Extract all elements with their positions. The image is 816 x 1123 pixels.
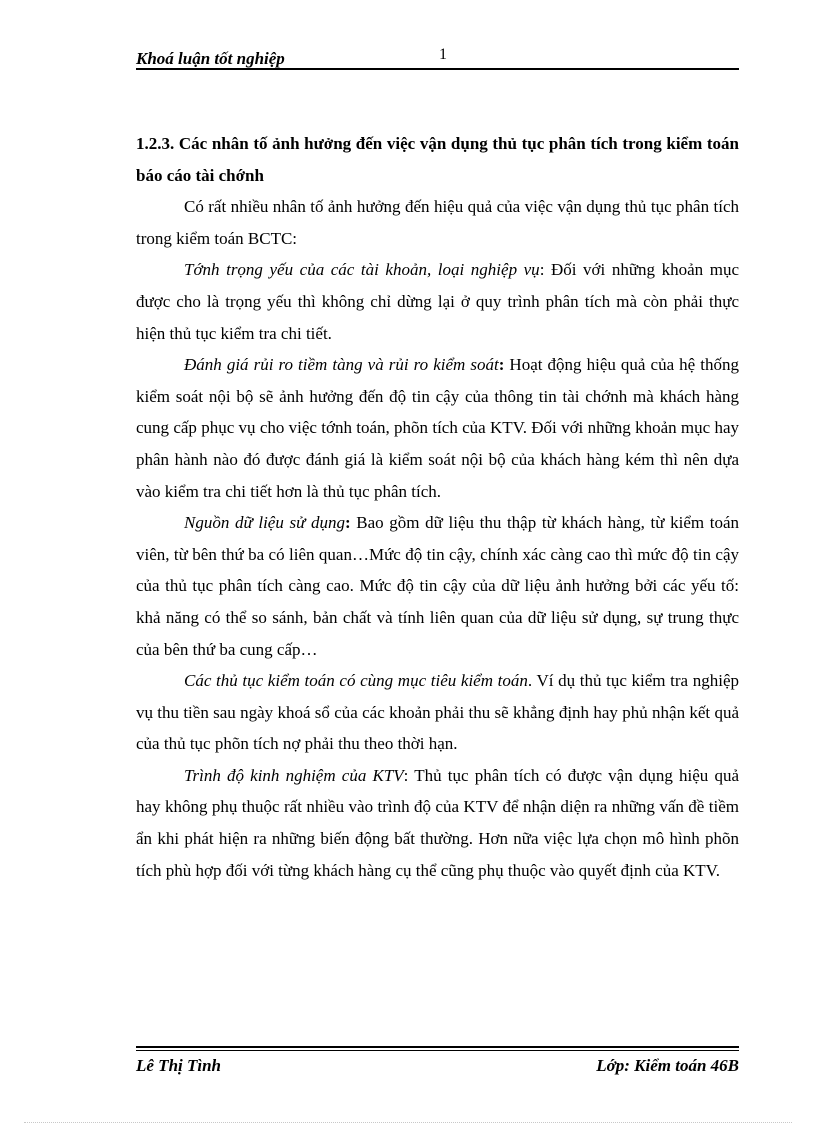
factor-text: Thủ tục phân tích có được vận dụng hiệu quả hay không phụ thuộc rất nhiều vào trình độ của KTV để nhận diện ra những vấn đề tiềm ẩn khi phát hiện ra những biến động bất thường. Hơn nữa việc lựa chọn mô hình phõn tích phù hợp đối với từng khách hàng cụ thể cũng phụ thuộc vào quyết định của KTV.	[136, 765, 739, 880]
factor-separator: :	[345, 513, 351, 533]
page-content	[136, 128, 739, 886]
factor-lead: Các thủ tục kiểm toán có cùng mục tiêu kiểm toán	[184, 671, 528, 691]
factor-lead: Trình độ kinh nghiệm của KTV	[184, 765, 404, 785]
factor-lead: Đánh giá rủi ro tiềm tàng và rủi ro kiểm soát	[184, 355, 499, 375]
factor-paragraph-data-source	[136, 507, 739, 665]
footer-class: Lớp: Kiểm toán 46B	[596, 1056, 739, 1075]
factor-text: Đối với những khoản mục được cho là trọng yếu thì không chỉ dừng lại ở quy trình phân tích mà còn phải thực hiện thủ tục kiểm tra chi tiết.	[136, 260, 739, 343]
factor-paragraph-materiality	[136, 254, 739, 349]
page-number: 1	[439, 46, 447, 63]
factor-text: Hoạt động hiệu quả của hệ thống kiểm soát nội bộ sẽ ảnh hưởng đến độ tin cậy của thông tin tài chớnh mà khách hàng cung cấp phục vụ cho việc tớnh toán, phõn tích của KTV. Đối với những khoản mục hay phân hành nào đó được đánh giá là kiểm soát nội bộ của khách hàng kém thì nên dựa vào kiểm tra chi tiết hơn là thủ tục phân tích.	[136, 355, 739, 501]
section-heading: 1.2.3. Các nhân tố ảnh hưởng đến việc vận dụng thủ tục phân tích trong kiểm toán báo cáo tài chớnh	[136, 134, 739, 185]
footer-rule	[136, 1046, 739, 1048]
header-rule	[136, 68, 739, 70]
factor-text: Bao gồm dữ liệu thu thập từ khách hàng, từ kiểm toán viên, từ bên thứ ba có liên quan…Mức độ tin cậy, chính xác càng cao thì mức độ tin cậy của thủ tục phân tích càng cao. Mức độ tin cậy của dữ liệu ảnh hưởng bởi các yếu tố: khả năng có thể so sánh, bản chất và tính liên quan của dữ liệu sử dụng, sự trung thực của bên thứ ba cung cấp…	[136, 513, 739, 659]
factor-paragraph-experience	[136, 760, 739, 886]
factor-separator: :	[403, 765, 409, 785]
factor-lead: Nguồn dữ liệu sử dụng	[184, 513, 345, 533]
page-footer	[136, 1046, 739, 1080]
factor-separator: .	[527, 671, 533, 691]
factor-paragraph-procedures	[136, 665, 739, 760]
factor-paragraph-risk	[136, 349, 739, 507]
page-header	[136, 46, 739, 70]
document-title: Khoá luận tốt nghiệp	[136, 49, 285, 68]
footer-rule-thin	[136, 1050, 739, 1051]
factor-separator: :	[498, 355, 505, 375]
footer-author: Lê Thị Tình	[136, 1056, 222, 1075]
intro-paragraph: Có rất nhiều nhân tố ảnh hưởng đến hiệu quả của việc vận dụng thủ tục phân tích trong kiểm toán BCTC:	[136, 197, 739, 248]
factor-lead: Tớnh trọng yếu của các tài khoản, loại nghiệp vụ	[184, 260, 540, 280]
factor-separator: :	[539, 260, 545, 280]
factor-text: Ví dụ thủ tục kiểm tra nghiệp vụ thu tiền sau ngày khoá sổ của các khoản phải thu sẽ khẳng định hay phủ nhận kết quả của thủ tục phõn tích nợ phải thu theo thời hạn.	[136, 671, 739, 754]
